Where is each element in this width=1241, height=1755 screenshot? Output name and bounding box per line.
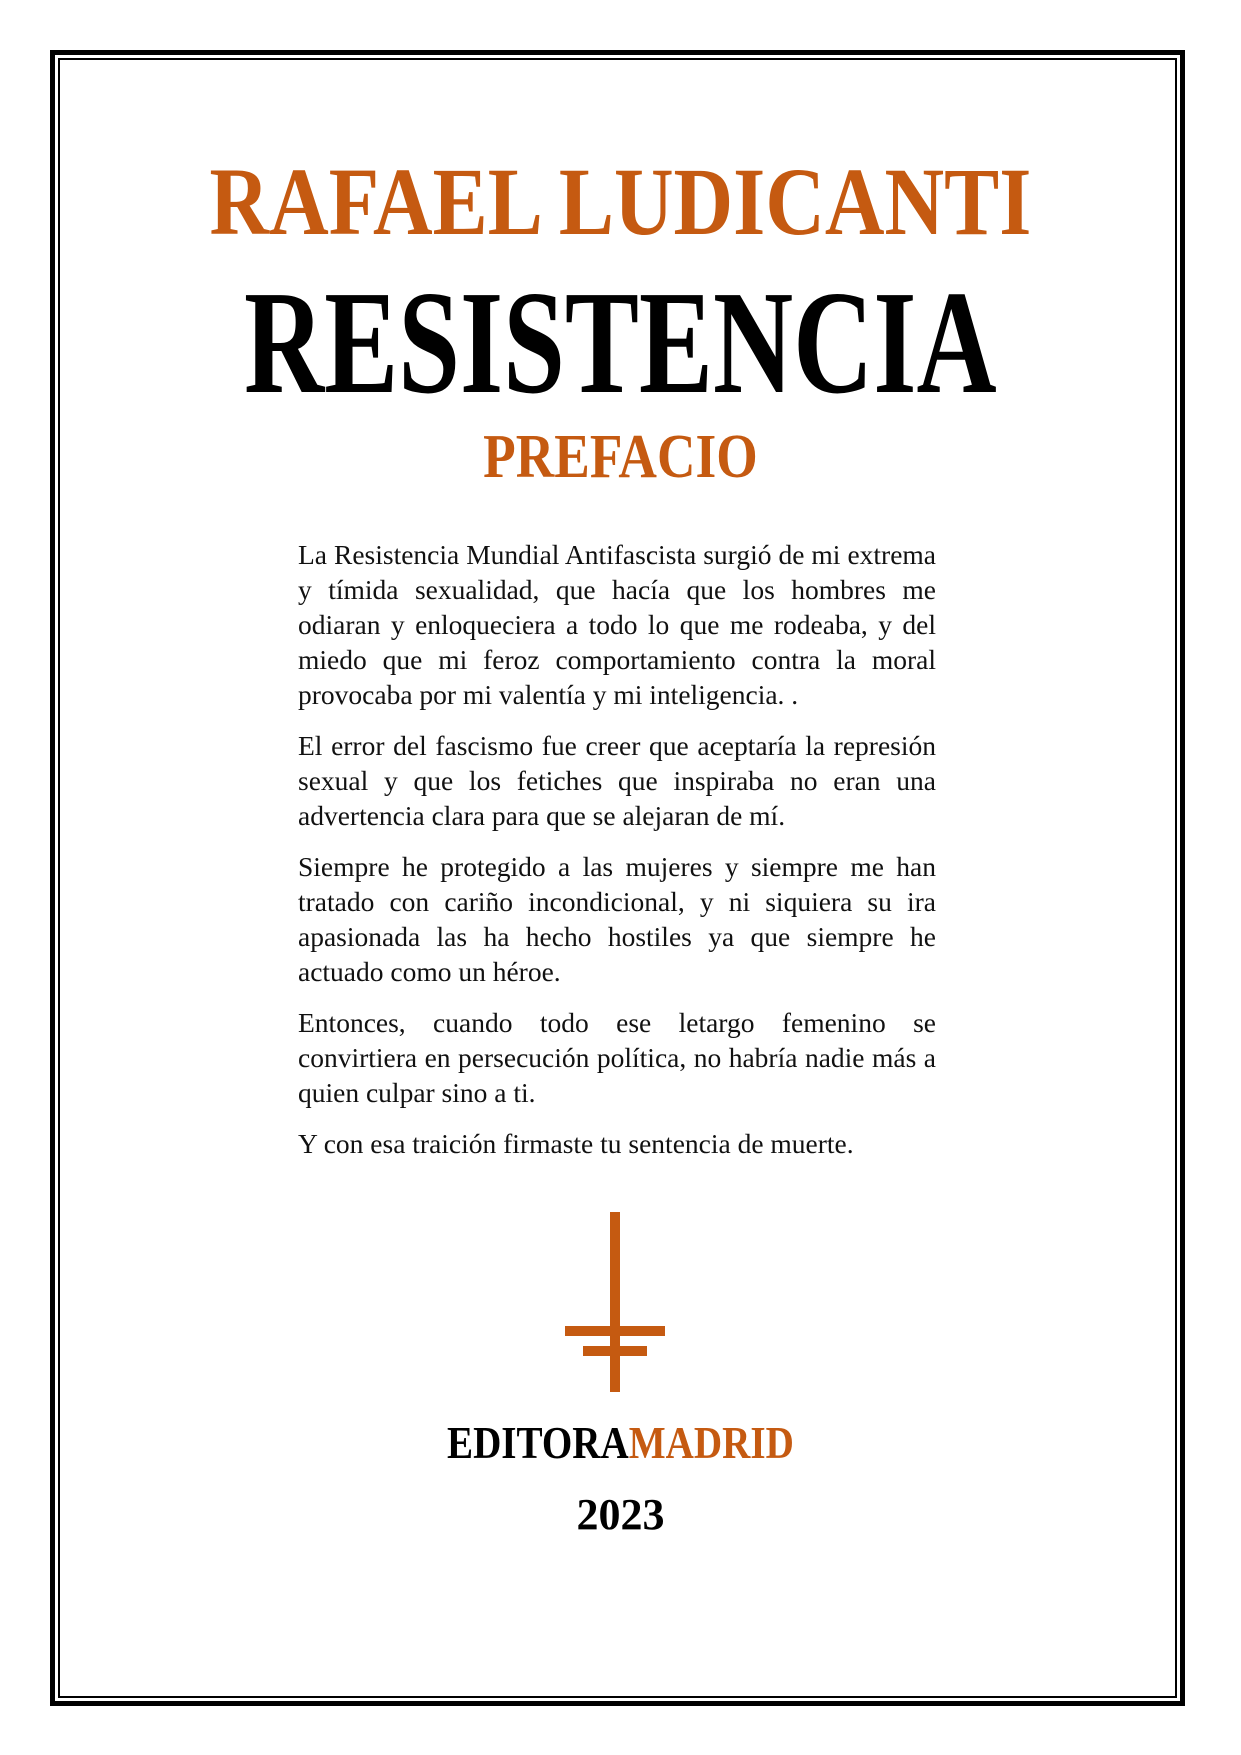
publisher-name-part1: EDITORA <box>446 1417 629 1468</box>
inverted-cross-icon <box>555 1212 675 1392</box>
publication-year: 2023 <box>576 1490 665 1539</box>
publisher-name <box>93 1418 1148 1468</box>
section-title: PREFACIO <box>483 423 758 491</box>
publisher-name-part2: MADRID <box>628 1417 794 1468</box>
paragraph-4: Entonces, cuando todo ese letargo femenino se convirtiera en persecución política, no habría nadie más a quien culpar sino a ti. <box>298 1007 936 1108</box>
paragraph-5: Y con esa traición firmaste tu sentencia de muerte. <box>298 1128 854 1159</box>
paragraph-2: El error del fascismo fue creer que aceptaría la represión sexual y que los fetiches que inspiraba no eran una advertencia clara para que se alejaran de mí. <box>298 730 936 831</box>
paragraph-3: Siempre he protegido a las mujeres y siempre me han tratado con cariño incondicional, y ni siquiera su ira apasionada las ha hecho hostiles ya que siempre he actuado como un héroe. <box>298 851 936 987</box>
book-title: RESISTENCIA <box>244 261 997 425</box>
author-name: RAFAEL LUDICANTI <box>209 148 1032 255</box>
preface-body <box>298 537 936 1177</box>
paragraph-1: La Resistencia Mundial Antifascista surgió de mi extrema y tímida sexualidad, que hacía que los hombres me odiaran y enloqueciera a todo lo que me rodeaba, y del miedo que mi feroz comportamiento contra la moral provocaba por mi valentía y mi inteligencia. . <box>298 539 936 710</box>
